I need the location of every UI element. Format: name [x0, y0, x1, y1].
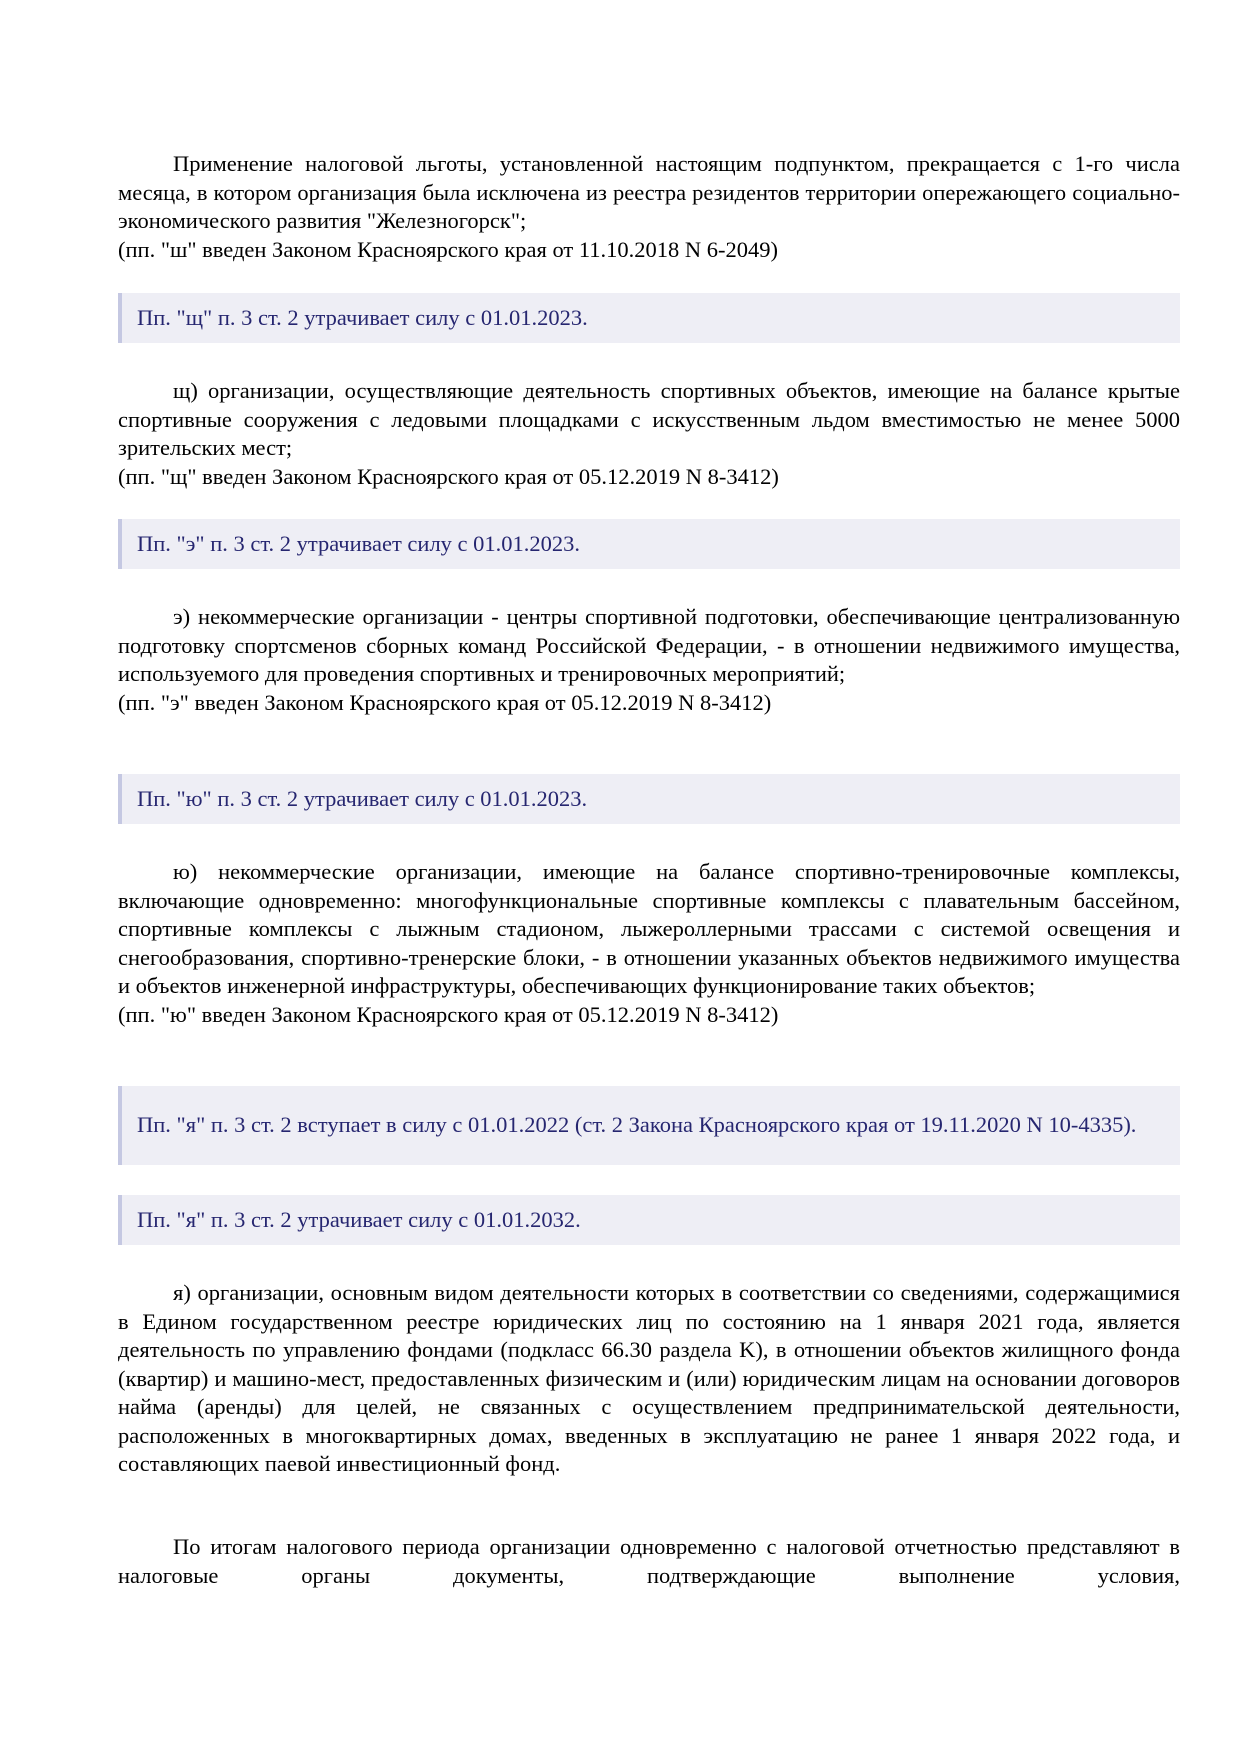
- note-box-ya-effective: [118, 1086, 1180, 1165]
- note-box-yu: [118, 774, 1180, 824]
- note-box-ya-expiry: [118, 1195, 1180, 1245]
- amendment-reference: (пп. "ю" введен Законом Красноярского края от 05.12.2019 N 8-3412): [118, 1001, 779, 1027]
- paragraph-text: я) организации, основным видом деятельности которых в соответствии со сведениями, содержащимися в Едином государственном реестре юридических лиц по состоянию на 1 января 2021 года, является деятельность по управлению фондами (подкласс 66.30 раздела K), в отношении объектов жилищного фонда (квартир) и машино-мест, предоставленных физическим и (или) юридическим лицам на основании договоров найма (аренды) для целей, не связанных с осуществлением предпринимательской деятельности, расположенных в многоквартирных домах, введенных в эксплуатацию не ранее 1 января 2022 года, и составляющих паевой инвестиционный фонд.: [118, 1280, 1180, 1476]
- paragraph-relief-termination: [118, 150, 1180, 264]
- note-box-e: [118, 519, 1180, 569]
- paragraph-reporting: [118, 1533, 1180, 1590]
- note-text: Пп. "щ" п. 3 ст. 2 утрачивает силу с 01.01.2023.: [137, 304, 588, 330]
- note-box-shch: [118, 293, 1180, 343]
- paragraph-text: ю) некоммерческие организации, имеющие на балансе спортивно-тренировочные комплексы, включающие одновременно: многофункциональные спортивные комплексы с плавательным бассейном, спортивные комплексы с лыжным стадионом, лыжероллерными трассами с системой освещения и снегообразования, спортивно-тренерские блоки, - в отношении указанных объектов недвижимого имущества и объектов инженерной инфраструктуры, обеспечивающих функционирование таких объектов;: [118, 859, 1180, 998]
- paragraph-text: Применение налоговой льготы, установленной настоящим подпунктом, прекращается с 1-го числа месяца, в котором организация была исключена из реестра резидентов территории опережающего социально-экономического развития "Железногорск";: [118, 151, 1180, 233]
- paragraph-text: По итогам налогового периода организации одновременно с налоговой отчетностью представляют в налоговые органы документы, подтверждающие выполнение условия,: [118, 1534, 1180, 1588]
- note-text: Пп. "я" п. 3 ст. 2 утрачивает силу с 01.01.2032.: [137, 1206, 581, 1232]
- paragraph-text: э) некоммерческие организации - центры спортивной подготовки, обеспечивающие централизованную подготовку спортсменов сборных команд Российской Федерации, - в отношении недвижимого имущества, используемого для проведения спортивных и тренировочных мероприятий;: [118, 604, 1180, 686]
- amendment-reference: (пп. "э" введен Законом Красноярского края от 05.12.2019 N 8-3412): [118, 689, 772, 715]
- amendment-reference: (пп. "щ" введен Законом Красноярского края от 05.12.2019 N 8-3412): [118, 463, 779, 489]
- paragraph-text: щ) организации, осуществляющие деятельность спортивных объектов, имеющие на балансе крытые спортивные сооружения с ледовыми площадками с искусственным льдом вместимостью не менее 5000 зрительских мест;: [118, 378, 1180, 460]
- note-text: Пп. "я" п. 3 ст. 2 вступает в силу с 01.01.2022 (ст. 2 Закона Красноярского края от 19.11.2020 N 10-4335).: [137, 1112, 1137, 1138]
- paragraph-e: [118, 603, 1180, 717]
- note-text: Пп. "э" п. 3 ст. 2 утрачивает силу с 01.01.2023.: [137, 530, 581, 556]
- amendment-reference: (пп. "ш" введен Законом Красноярского края от 11.10.2018 N 6-2049): [118, 236, 779, 262]
- paragraph-ya: [118, 1279, 1180, 1479]
- paragraph-shch: [118, 377, 1180, 491]
- paragraph-yu: [118, 858, 1180, 1029]
- note-text: Пп. "ю" п. 3 ст. 2 утрачивает силу с 01.01.2023.: [137, 785, 588, 811]
